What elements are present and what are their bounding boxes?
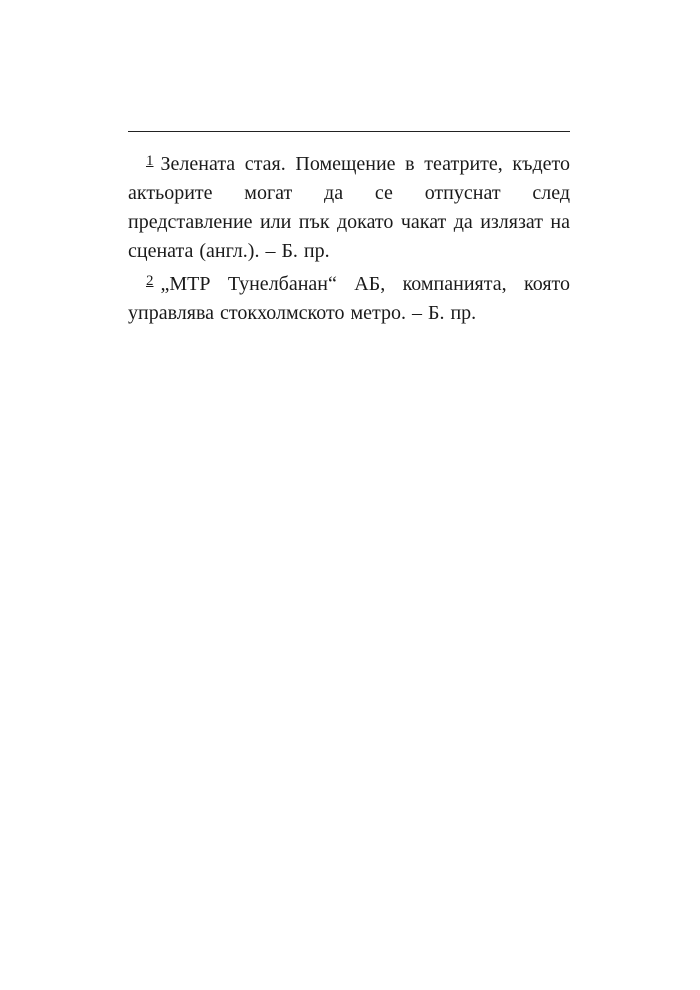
footnote-1 — [128, 150, 570, 266]
footnote-text: „МТР Тунелбанан“ АБ, компанията, която управлява стокхолмското метро. – Б. пр. — [128, 273, 570, 324]
footnote-number-link[interactable]: 2 — [146, 273, 154, 289]
footnote-text: Зелената стая. Помещение в театрите, където актьорите могат да се отпуснат след представление или пък докато чакат да излязат на сцената (англ.). – Б. пр. — [128, 153, 570, 262]
footnote-number-link[interactable]: 1 — [146, 153, 154, 169]
footnote-2 — [128, 270, 570, 328]
footnotes-section — [128, 150, 570, 332]
footnote-separator — [128, 131, 570, 132]
